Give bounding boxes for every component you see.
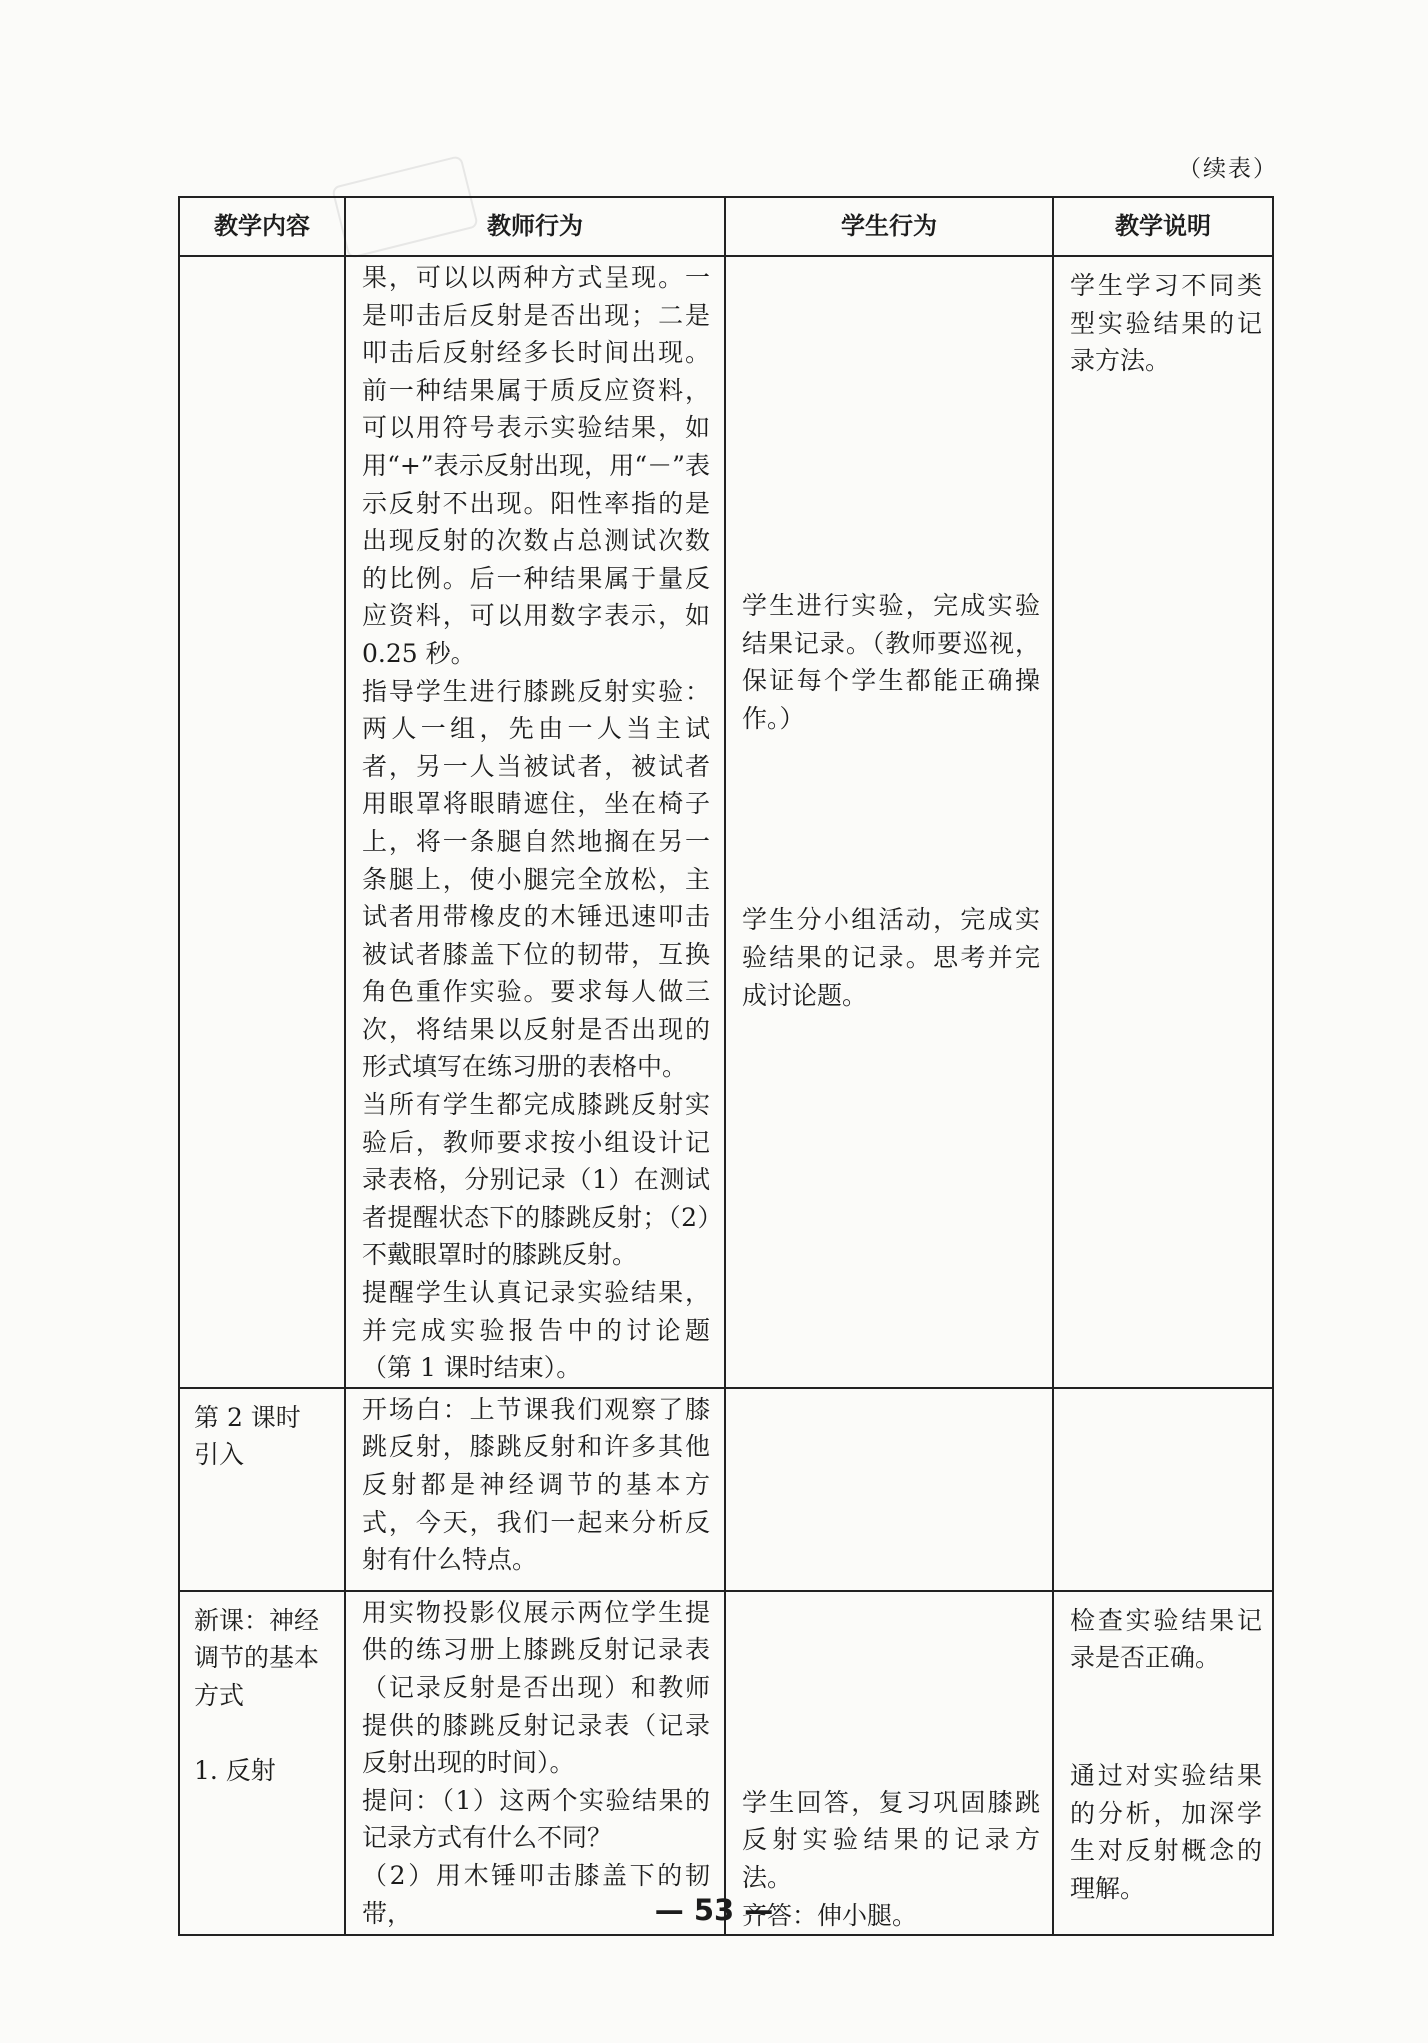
cell-student [725,256,1053,1388]
teacher-paragraph: 提问：（1）这两个实验结果的记录方式有什么不同？ [362,1785,710,1853]
student-paragraph: 学生进行实验，完成实验结果记录。（教师要巡视，保证每个学生都能正确操作。） [742,591,1040,733]
note-paragraph: 学生学习不同类型实验结果的记录方法。 [1070,271,1262,376]
table-row [179,1388,1273,1591]
table-row [179,256,1273,1388]
content-line: 第 2 课时 [194,1402,301,1432]
student-paragraph: 齐答：伸小腿。 [742,1900,918,1930]
cell-student [725,1388,1053,1591]
teacher-paragraph: 用实物投影仪展示两位学生提供的练习册上膝跳反射记录表（记录反射是否出现）和教师提供的膝跳反射记录表（记录反射出现的时间）。 [362,1597,710,1778]
header-teacher: 教师行为 [345,197,725,256]
cell-note [1053,1388,1273,1591]
cell-note [1053,256,1273,1388]
teacher-paragraph: （2）用木锤叩击膝盖下的韧带， [362,1860,710,1928]
note-paragraph: 检查实验结果记录是否正确。 [1070,1605,1262,1673]
student-paragraph: 学生分小组活动，完成实验结果的记录。思考并完成讨论题。 [742,905,1040,1010]
header-content: 教学内容 [179,197,345,256]
header-student: 学生行为 [725,197,1053,256]
note-paragraph: 通过对实验结果的分析，加深学生对反射概念的理解。 [1070,1761,1262,1903]
content-line: 新课：神经调节的基本方式 [194,1605,320,1710]
cell-note [1053,1591,1273,1935]
header-note: 教学说明 [1053,197,1273,256]
teacher-paragraph: 提醒学生认真记录实验结果，并完成实验报告中的讨论题（第 1 课时结束）。 [362,1278,710,1383]
table-row [179,1591,1273,1935]
teacher-paragraph: 指导学生进行膝跳反射实验：两人一组，先由一人当主试者，另一人当被试者，被试者用眼罩将眼睛遮住，坐在椅子上，将一条腿自然地搁在另一条腿上，使小腿完全放松，主试者用带橡皮的木锤迅速叩击被试者膝盖下位的韧带，互换角色重作实验。要求每人做三次，将结果以反射是否出现的形式填写在练习册的表格中。 [362,676,710,1082]
cell-content [179,256,345,1388]
content-line: 1. 反射 [194,1755,276,1785]
cell-teacher [345,1388,725,1591]
student-paragraph: 学生回答，复习巩固膝跳反射实验结果的记录方法。 [742,1787,1040,1892]
teacher-paragraph: 开场白：上节课我们观察了膝跳反射，膝跳反射和许多其他反射都是神经调节的基本方式，今天，我们一起来分析反射有什么特点。 [362,1394,710,1575]
cell-content [179,1388,345,1591]
table-header-row [179,197,1273,256]
cell-teacher [345,1591,725,1935]
page-number: — 53 — [654,1893,774,1927]
cell-content [179,1591,345,1935]
teacher-paragraph: 当所有学生都完成膝跳反射实验后，教师要求按小组设计记录表格，分别记录（1）在测试者提醒状态下的膝跳反射；（2）不戴眼罩时的膝跳反射。 [362,1090,710,1270]
continued-label: （续表） [1178,156,1278,182]
cell-student [725,1591,1053,1935]
teacher-paragraph: 果，可以以两种方式呈现。一是叩击后反射是否出现；二是叩击后反射经多长时间出现。前一种结果属于质反应资料，可以用符号表示实验结果，如用“+”表示反射出现，用“－”表示反射不出现。阳性率指的是出现反射的次数占总测试次数的比例。后一种结果属于量反应资料，可以用数字表示，如 0.25 秒。 [362,263,710,668]
cell-teacher [345,256,725,1388]
content-line: 引入 [194,1440,245,1470]
lesson-plan-table [178,196,1274,1936]
